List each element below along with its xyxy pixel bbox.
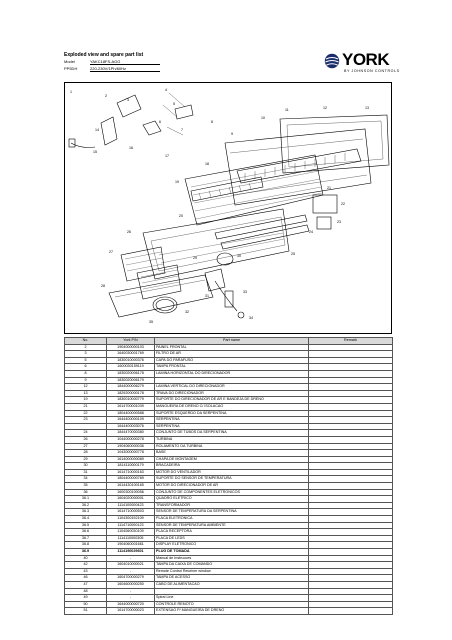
cell-pn: 1114100000423 (107, 502, 155, 509)
cell-remark (309, 476, 393, 483)
cell-part-name: Manual de Instrucoes (155, 555, 309, 562)
logo-subtitle: BY JOHNSON CONTROLS (344, 69, 400, 73)
cell-part-name: SERPENTINA (155, 417, 309, 424)
table-row (65, 489, 393, 496)
table-row (65, 423, 393, 430)
model-value: YAKC18FS-AGG (90, 59, 160, 65)
table-row (65, 364, 393, 371)
cell-pn: 1904000000103 (107, 344, 155, 351)
cell-remark (309, 417, 393, 424)
cell-part-name: LAMINA VERTICAL DO DIRECIONADOR (155, 384, 309, 391)
table-row (65, 568, 393, 575)
table-row (65, 522, 393, 529)
callout-label: 27 (109, 250, 113, 254)
cell-no: 50 (65, 601, 107, 608)
table-row (65, 555, 393, 562)
cell-no: 9 (65, 377, 107, 384)
callout-label: 25 (291, 252, 295, 256)
cell-part-name: EXTENSAO P/ MANGUEIRA DE DRENO (155, 608, 309, 615)
ppdh-value: 220-230V/1Ph/60Hz (90, 66, 160, 72)
table-row (65, 397, 393, 404)
cell-remark (309, 601, 393, 608)
cell-remark (309, 397, 393, 404)
callout-label: 18 (205, 162, 209, 166)
cell-part-name: DISPLAY ELETRONICO (155, 542, 309, 549)
table-row (65, 529, 393, 536)
cell-pn: 1829200000178 (107, 390, 155, 397)
callout-label: 4 (165, 88, 167, 92)
callout-label: 6 (159, 120, 161, 124)
cell-part-name: SENSOR DE TEMPERATURA DA SERPENTINA (155, 509, 309, 516)
table-row (65, 562, 393, 569)
cell-remark (309, 370, 393, 377)
cell-remark (309, 489, 393, 496)
cell-part-name: Remote Control Receiver window (155, 568, 309, 575)
cell-remark (309, 575, 393, 582)
cell-pn: 1640030001769 (107, 351, 155, 358)
col-header-pn: York P/N (107, 338, 155, 345)
cell-part-name: MANGUEIRA DE DRENO C/ ISOLACAO (155, 403, 309, 410)
cell-part-name: PLACA ELETRONICA (155, 516, 309, 523)
cell-no: 36.1 (65, 496, 107, 503)
callout-label: 33 (243, 290, 247, 294)
callout-label: 14 (95, 128, 99, 132)
table-row (65, 430, 393, 437)
logo-word: YORK (342, 50, 390, 69)
table-row (65, 443, 393, 450)
table-row (65, 595, 393, 602)
callout-label: 1 (70, 90, 72, 94)
table-header-row (65, 338, 393, 345)
cell-no: 31 (65, 469, 107, 476)
cell-no: 48 (65, 588, 107, 595)
exploded-view-diagram (64, 82, 392, 334)
model-label: Model (64, 59, 75, 64)
ppdh-label: PP5DH (64, 66, 78, 71)
cell-part-name: CHAPA DE MONTAGEM (155, 456, 309, 463)
cell-part-name: SERPENTINA (155, 423, 309, 430)
table-row (65, 469, 393, 476)
callout-label: 31 (205, 294, 209, 298)
cell-pn: 1830020006178 (107, 370, 155, 377)
cell-remark (309, 542, 393, 549)
callout-label: 15 (93, 150, 97, 154)
cell-part-name: BASE (155, 450, 309, 457)
cell-pn: 1614710000503 (107, 509, 155, 516)
cell-remark (309, 502, 393, 509)
cell-part-name: MOTOR DO VENTILADOR (155, 469, 309, 476)
cell-no: 6 (65, 364, 107, 371)
york-logo (324, 50, 400, 78)
cell-pn: 1614430100165 (107, 483, 155, 490)
table-row (65, 390, 393, 397)
cell-part-name: TRANSFORMADOR (155, 502, 309, 509)
callout-label: 35 (149, 320, 153, 324)
table-row (65, 483, 393, 490)
cell-pn: 1104060030109 (107, 529, 155, 536)
table-row (65, 450, 393, 457)
cell-no: 24 (65, 430, 107, 437)
table-row (65, 476, 393, 483)
cell-pn: 1844470000380 (107, 430, 155, 437)
cell-remark (309, 456, 393, 463)
callout-label: 3 (127, 98, 129, 102)
cell-pn: 1814110000179 (107, 463, 155, 470)
cell-no: 35 (65, 483, 107, 490)
cell-pn: 1614700000023 (107, 608, 155, 615)
cell-part-name: Spiral Line (155, 595, 309, 602)
ppdh-row (64, 66, 160, 72)
cell-no: 36.3 (65, 509, 107, 516)
col-header-no: No. (65, 338, 107, 345)
cell-part-name: PLACA DE LEDS (155, 535, 309, 542)
callout-label: 22 (341, 202, 345, 206)
table-row (65, 344, 393, 351)
cell-pn: 1644400000109 (107, 417, 155, 424)
cell-pn: 1844000006279 (107, 384, 155, 391)
col-header-remark: Remark (309, 338, 393, 345)
cell-pn: 1604010000021 (107, 562, 155, 569)
york-globe-icon (324, 53, 340, 69)
cell-no: 30 (65, 463, 107, 470)
cell-no: 40 (65, 555, 107, 562)
cell-part-name: SENSOR DE TEMPERATURA AMBIENTE (155, 522, 309, 529)
cell-remark (309, 436, 393, 443)
cell-part-name: QUADRO ELETRICO (155, 496, 309, 503)
table-row (65, 370, 393, 377)
cell-remark (309, 344, 393, 351)
cell-pn: 1614700001039 (107, 403, 155, 410)
callout-label: 29 (193, 256, 197, 260)
cell-no: 19 (65, 397, 107, 404)
cell-no: 42 (65, 562, 107, 569)
cell-part-name: CONJUNTO DE COMPONENTES ELETRONICOS (155, 489, 309, 496)
cell-part-name: CAPA DO PARAFUSO (155, 357, 309, 364)
table-row (65, 542, 393, 549)
table-row (65, 384, 393, 391)
cell-pn: 1804400000789 (107, 476, 155, 483)
cell-remark (309, 377, 393, 384)
callout-label: 26 (127, 230, 131, 234)
cell-part-name: TURBINA (155, 436, 309, 443)
cell-part-name: TAMPA FRONTAL (155, 364, 309, 371)
cell-part-name: ROLAMENTO DA TURBINA (155, 443, 309, 450)
cell-part-name: FILTRO DE AR (155, 351, 309, 358)
cell-pn: 1604600000250 (107, 581, 155, 588)
cell-no: 26 (65, 436, 107, 443)
cell-no: 22 (65, 410, 107, 417)
callout-label: 21 (327, 186, 331, 190)
cell-no: 36.4 (65, 516, 107, 523)
cell-no: 47 (65, 581, 107, 588)
cell-pn: 1830010000376 (107, 357, 155, 364)
cell-remark (309, 496, 393, 503)
model-row (64, 59, 160, 65)
cell-pn: 1614000000089 (107, 456, 155, 463)
cell-remark (309, 430, 393, 437)
cell-no: 3 (65, 351, 107, 358)
cell-part-name: BRACADEIRA (155, 463, 309, 470)
sheet-header (62, 50, 400, 80)
cell-remark (309, 450, 393, 457)
callout-label: 11 (285, 108, 289, 112)
cell-pn: 1804400000588 (107, 410, 155, 417)
cell-part-name (155, 377, 309, 384)
table-row (65, 581, 393, 588)
table-row (65, 588, 393, 595)
table-body (65, 344, 393, 614)
cell-no: 36.9 (65, 549, 107, 556)
cell-no: 36.7 (65, 535, 107, 542)
cell-part-name (155, 588, 309, 595)
cell-remark (309, 463, 393, 470)
cell-pn: - (107, 555, 155, 562)
cell-remark (309, 595, 393, 602)
cell-no: 34 (65, 476, 107, 483)
cell-part-name: TAMPA DE ACESSO (155, 575, 309, 582)
cell-part-name: SUPORTE DO DIRECIONADOR DE AR E BANDEJA DE DRENO (155, 397, 309, 404)
cell-pn: 1904060000036 (107, 443, 155, 450)
callout-label: 30 (237, 254, 241, 258)
table-row (65, 417, 393, 424)
cell-no: 5 (65, 357, 107, 364)
cell-remark (309, 588, 393, 595)
callout-label: 32 (185, 310, 189, 314)
cell-pn: 1830020006179 (107, 377, 155, 384)
cell-no (65, 423, 107, 430)
exploded-view-drawing (65, 83, 393, 335)
cell-pn: 1114110000305 (107, 535, 155, 542)
callout-label: 17 (165, 154, 169, 158)
table-row (65, 456, 393, 463)
cell-no: 29 (65, 456, 107, 463)
cell-pn: 1614710000163 (107, 469, 155, 476)
cell-part-name: MOTOR DO DIRECIONADOR DE AR (155, 483, 309, 490)
callout-label: 13 (365, 106, 369, 110)
cell-part-name: SUPORTE DO SENSOR DE TEMPERATURA (155, 476, 309, 483)
spare-parts-table (64, 337, 393, 615)
callout-label: 2 (105, 94, 107, 98)
cell-pn: 1104300192109 (107, 516, 155, 523)
callout-label: 7 (181, 128, 183, 132)
cell-pn: - (107, 595, 155, 602)
table-row (65, 403, 393, 410)
callout-label: 16 (129, 146, 133, 150)
cell-part-name: PLACA RECEPTORA (155, 529, 309, 536)
cell-remark (309, 390, 393, 397)
cell-remark (309, 555, 393, 562)
cell-remark (309, 364, 393, 371)
cell-no: 51 (65, 608, 107, 615)
table-row (65, 410, 393, 417)
cell-part-name: TAMPA DA CAIXA DE COMANDO (155, 562, 309, 569)
cell-remark (309, 522, 393, 529)
cell-pn: 1114190029601 (107, 549, 155, 556)
cell-pn: 1830010000779 (107, 397, 155, 404)
table-row (65, 351, 393, 358)
cell-remark (309, 535, 393, 542)
cell-pn: - (107, 568, 155, 575)
cell-no: 36.5 (65, 522, 107, 529)
cell-no: 13 (65, 390, 107, 397)
cell-remark (309, 469, 393, 476)
cell-pn: 1043000000778 (107, 450, 155, 457)
cell-part-name: TRAVA DO DIRECIONADOR (155, 390, 309, 397)
cell-part-name: CONJUNTO DE TUBOS DA SERPENTINA (155, 430, 309, 437)
cell-pn: 1600300100056 (107, 489, 155, 496)
cell-no: 36.8 (65, 542, 107, 549)
cell-remark (309, 562, 393, 569)
cell-no: 12 (65, 384, 107, 391)
cell-no: 2 (65, 344, 107, 351)
cell-pn: 1044000000278 (107, 436, 155, 443)
callout-label: 20 (179, 214, 183, 218)
cell-pn: 1644000000720 (107, 601, 155, 608)
cell-part-name: LAMINA HORIZONTAL DO DIRECIONADOR (155, 370, 309, 377)
callout-label: 24 (309, 230, 313, 234)
cell-no: 21 (65, 403, 107, 410)
cell-no: 43 (65, 568, 107, 575)
cell-remark (309, 410, 393, 417)
callout-label: 34 (249, 316, 253, 320)
callout-label: 10 (261, 116, 265, 120)
cell-remark (309, 384, 393, 391)
cell-remark (309, 423, 393, 430)
table-row (65, 516, 393, 523)
cell-pn: 1114710000123 (107, 522, 155, 529)
cell-remark (309, 403, 393, 410)
cell-no: 28 (65, 450, 107, 457)
cell-remark (309, 516, 393, 523)
table-row (65, 496, 393, 503)
table-row (65, 575, 393, 582)
table-row (65, 357, 393, 364)
table-row (65, 502, 393, 509)
col-header-part-name: Part name (155, 338, 309, 345)
cell-remark (309, 351, 393, 358)
spare-parts-sheet (62, 50, 400, 615)
cell-pn: 1604700000279 (107, 575, 155, 582)
cell-no: 49 (65, 595, 107, 602)
cell-no: 46 (65, 575, 107, 582)
cell-no: 23 (65, 417, 107, 424)
cell-no: 36.2 (65, 502, 107, 509)
sheet-title: Exploded view and spare part list (64, 52, 144, 58)
cell-no: 8 (65, 370, 107, 377)
cell-no: 36 (65, 489, 107, 496)
cell-part-name: CONTROLE REMOTO (155, 601, 309, 608)
cell-pn: 1644400003076 (107, 423, 155, 430)
cell-remark (309, 483, 393, 490)
cell-remark (309, 357, 393, 364)
cell-pn: - (107, 588, 155, 595)
cell-part-name: SUPORTE ESQUERDO DA SERPENTINA (155, 410, 309, 417)
cell-no: 36.6 (65, 529, 107, 536)
table-row (65, 608, 393, 615)
table-row (65, 509, 393, 516)
callout-label: 8 (211, 120, 213, 124)
cell-pn: 1604020000001 (107, 496, 155, 503)
callout-label: 5 (173, 102, 175, 106)
callout-label: 23 (337, 220, 341, 224)
callout-label: 12 (323, 106, 327, 110)
cell-remark (309, 568, 393, 575)
table-row (65, 549, 393, 556)
table-row (65, 601, 393, 608)
cell-remark (309, 529, 393, 536)
cell-remark (309, 608, 393, 615)
table-row (65, 436, 393, 443)
callout-label: 9 (231, 132, 233, 136)
cell-no: 27 (65, 443, 107, 450)
callout-label: 28 (101, 284, 105, 288)
cell-remark (309, 443, 393, 450)
cell-part-name: PLUG DE TOMADA (155, 549, 309, 556)
cell-remark (309, 549, 393, 556)
cell-part-name: PAINEL FRONTAL (155, 344, 309, 351)
cell-pn: 1904060001661 (107, 542, 155, 549)
table-row (65, 377, 393, 384)
cell-remark (309, 581, 393, 588)
cell-remark (309, 509, 393, 516)
callout-label: 19 (175, 180, 179, 184)
table-row (65, 463, 393, 470)
table-row (65, 535, 393, 542)
cell-pn: 1600030159119 (107, 364, 155, 371)
cell-part-name: CABO DE ALIMENTACAO (155, 581, 309, 588)
